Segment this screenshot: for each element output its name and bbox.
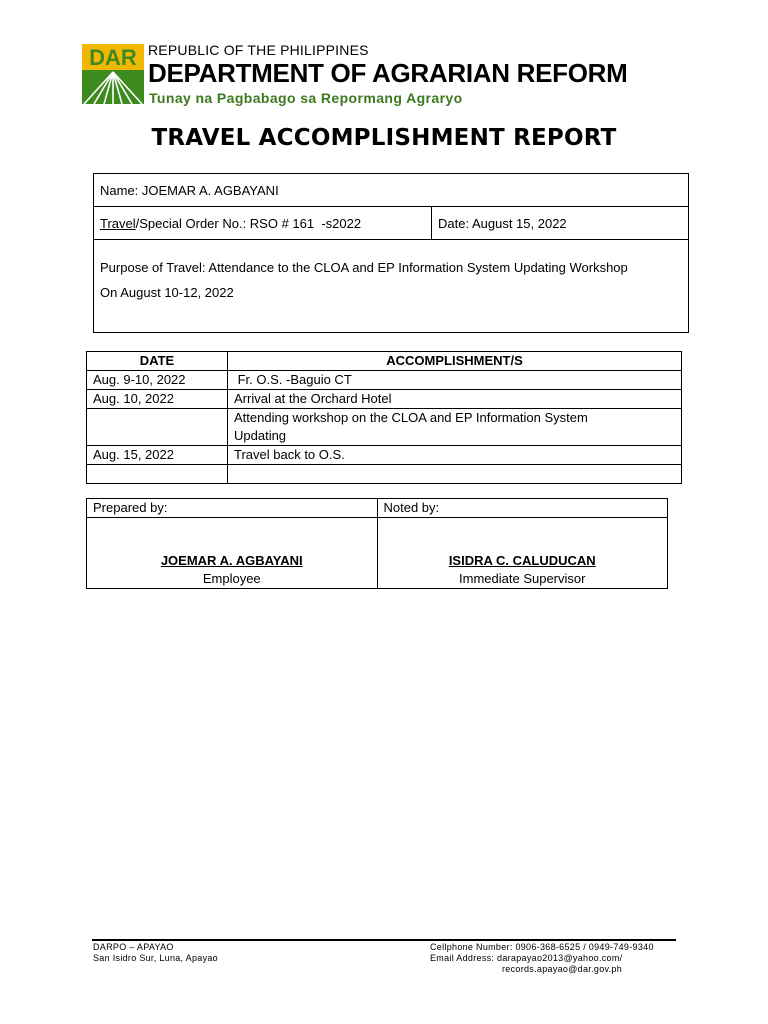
table-row <box>87 409 682 446</box>
header-tagline: Tunay na Pagbabago sa Repormang Agraryo <box>149 90 463 106</box>
row-accomplishment: Attending workshop on the CLOA and EP Information System Updating <box>228 409 682 446</box>
footer-divider <box>92 939 676 941</box>
table-row <box>87 446 682 465</box>
row-accomplishment: Arrival at the Orchard Hotel <box>228 390 682 409</box>
info-divider <box>94 206 688 207</box>
header-republic: REPUBLIC OF THE PHILIPPINES <box>148 42 369 58</box>
special-order-number <box>100 216 361 231</box>
date-column-header: DATE <box>87 352 228 371</box>
footer-address: San Isidro Sur, Luna, Apayao <box>93 953 218 963</box>
row-date: Aug. 9-10, 2022 <box>87 371 228 390</box>
info-divider <box>94 239 688 240</box>
order-rest: /Special Order No.: RSO # 161 -s2022 <box>135 216 362 231</box>
header-department: DEPARTMENT OF AGRARIAN REFORM <box>148 58 628 88</box>
row-date <box>87 465 228 484</box>
noted-by-name: ISIDRA C. CALUDUCAN <box>448 553 596 568</box>
row-accomplishment <box>228 465 682 484</box>
accomplishment-column-header: ACCOMPLISHMENT/S <box>228 352 682 371</box>
prepared-by-label: Prepared by: <box>87 499 378 518</box>
table-row <box>87 465 682 484</box>
order-travel-word: Travel <box>100 216 136 231</box>
accomplishment-table <box>86 351 682 484</box>
report-title: TRAVEL ACCOMPLISHMENT REPORT <box>151 125 617 151</box>
row-date <box>87 409 228 446</box>
footer-email-secondary: records.apayao@dar.gov.ph <box>502 964 623 974</box>
table-row <box>87 390 682 409</box>
footer-office: DARPO – APAYAO <box>93 942 174 952</box>
noted-by-block <box>377 518 668 589</box>
prepared-by-role: Employee <box>202 571 261 586</box>
row-accomplishment: Fr. O.S. -Baguio CT <box>228 371 682 390</box>
report-date: Date: August 15, 2022 <box>438 216 567 231</box>
row-accomplishment: Travel back to O.S. <box>228 446 682 465</box>
traveler-name: Name: JOEMAR A. AGBAYANI <box>100 183 279 198</box>
prepared-by-name: JOEMAR A. AGBAYANI <box>160 553 303 568</box>
row-date: Aug. 15, 2022 <box>87 446 228 465</box>
noted-by-role: Immediate Supervisor <box>459 571 586 586</box>
signature-table <box>86 498 668 589</box>
dar-logo <box>82 44 144 104</box>
info-column-divider <box>431 206 432 239</box>
logo-lettering: DAR <box>89 45 137 70</box>
prepared-by-block <box>87 518 378 589</box>
purpose-of-travel: Purpose of Travel: Attendance to the CLOA and EP Information System Updating Workshop <box>100 260 628 275</box>
footer-cellphone: Cellphone Number: 0906-368-6525 / 0949-749-9340 <box>430 942 654 952</box>
table-row <box>87 371 682 390</box>
purpose-of-travel-dates: On August 10-12, 2022 <box>100 285 234 300</box>
noted-by-label: Noted by: <box>377 499 668 518</box>
row-date: Aug. 10, 2022 <box>87 390 228 409</box>
travel-info-box <box>93 173 689 333</box>
footer-email: Email Address: darapayao2013@yahoo.com/ <box>430 953 623 963</box>
